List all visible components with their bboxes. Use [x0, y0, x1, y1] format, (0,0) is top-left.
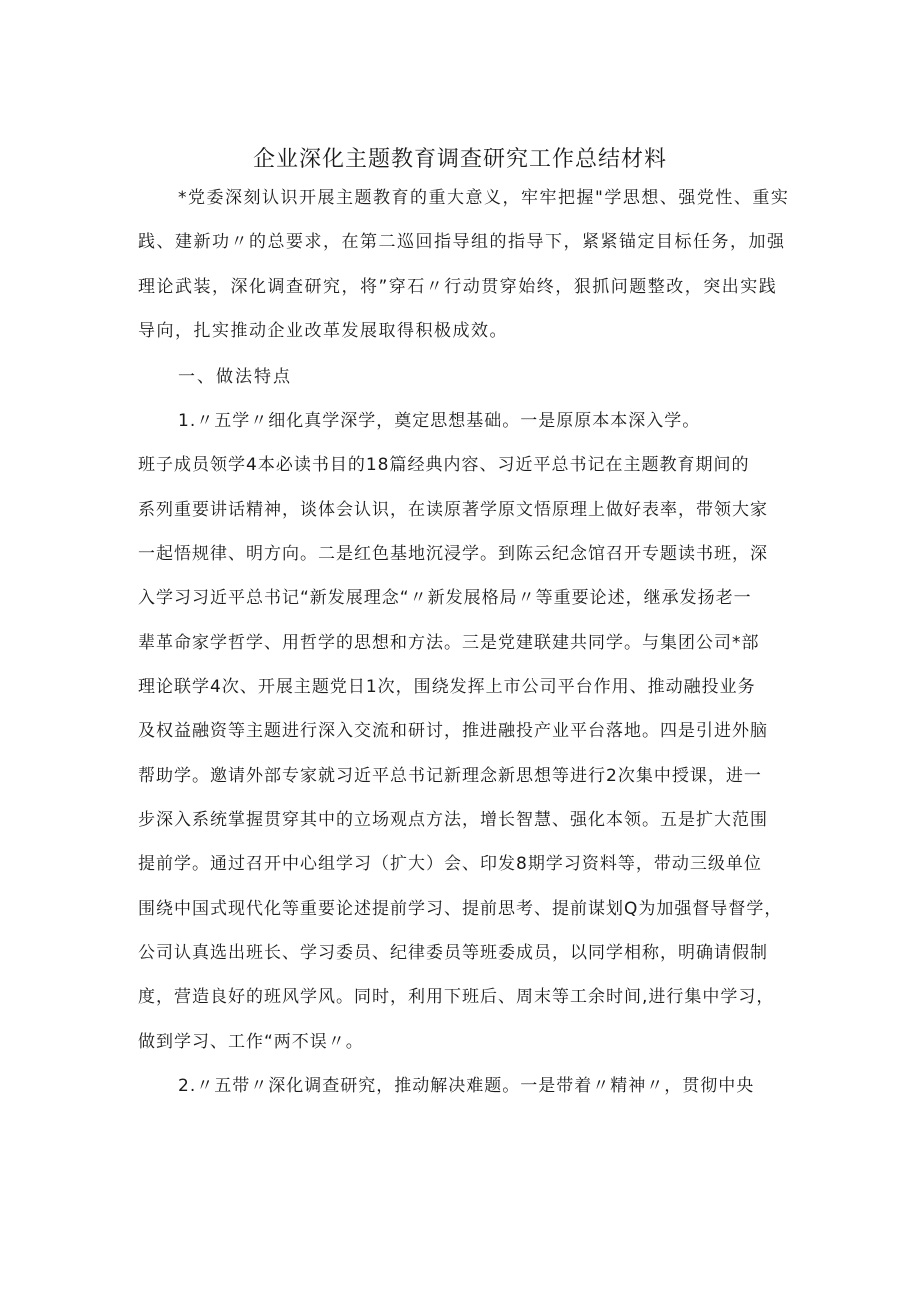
item1-line-6: 理论联学4次、开展主题党日1次，围绕发挥上市公司平台作用、推动融投业务 [138, 677, 756, 697]
item1-line-11: 围绕中国式现代化等重要论述提前学习、提前思考、提前谋划Q为加强督导督学， [138, 899, 783, 919]
item1-line-5: 辈革命家学哲学、用哲学的思想和方法。三是党建联建共同学。与集团公司*部 [138, 633, 760, 653]
intro-line-1: *党委深刻认识开展主题教育的重大意义，牢牢把握"学思想、强党性、重实 [178, 188, 790, 208]
item2-line-1: 2.〃五带〃深化调查研究，推动解决难题。一是带着〃精神〃，贯彻中央 [178, 1076, 755, 1096]
item1-line-7: 及权益融资等主题进行深入交流和研讨，推进融投产业平台落地。四是引进外脑 [138, 721, 768, 741]
intro-line-2: 践、建新功〃的总要求，在第二巡回指导组的指导下，紧紧锚定目标任务，加强 [138, 232, 786, 252]
item1-line-1: 班子成员领学4本必读书目的18篇经典内容、习近平总书记在主题教育期间的 [138, 455, 750, 475]
intro-line-3: 理论武装，深化调查研究，将”穿石〃行动贯穿始终，狠抓问题整改，突出实践 [138, 277, 778, 297]
document-title: 企业深化主题教育调查研究工作总结材料 [252, 147, 667, 172]
item1-line-10: 提前学。通过召开中心组学习（扩大）会、印发8期学习资料等，带动三级单位 [138, 854, 762, 874]
item1-line-9: 步深入系统掌握贯穿其中的立场观点方法，增长智慧、强化本领。五是扩大范围 [138, 810, 768, 830]
item1-line-8: 帮助学。邀请外部专家就习近平总书记新理念新思想等进行2次集中授课，进一 [138, 766, 762, 786]
item1-line-2: 系列重要讲话精神，谈体会认识，在读原著学原文悟原理上做好表率，带领大家 [138, 500, 768, 520]
item1-line-14: 做到学习、工作“两不误〃。 [138, 1032, 364, 1052]
item1-heading: 1.〃五学〃细化真学深学，奠定思想基础。一是原原本本深入学。 [178, 411, 701, 431]
item1-line-4: 入学习习近平总书记“新发展理念“〃新发展格局〃等重要论述，继承发扬老一 [138, 588, 752, 608]
item1-line-13: 度，营造良好的班风学风。同时，利用下班后、周末等工余时间,进行集中学习， [138, 987, 775, 1007]
item1-line-12: 公司认真选出班长、学习委员、纪律委员等班委成员，以同学相称，明确请假制 [138, 943, 768, 963]
item1-line-3: 一起悟规律、明方向。二是红色基地沉浸学。到陈云纪念馆召开专题读书班，深 [138, 544, 768, 564]
intro-line-4: 导向，扎实推动企业改革发展取得积极成效。 [138, 321, 508, 341]
section-heading: 一、做法特点 [178, 367, 292, 387]
